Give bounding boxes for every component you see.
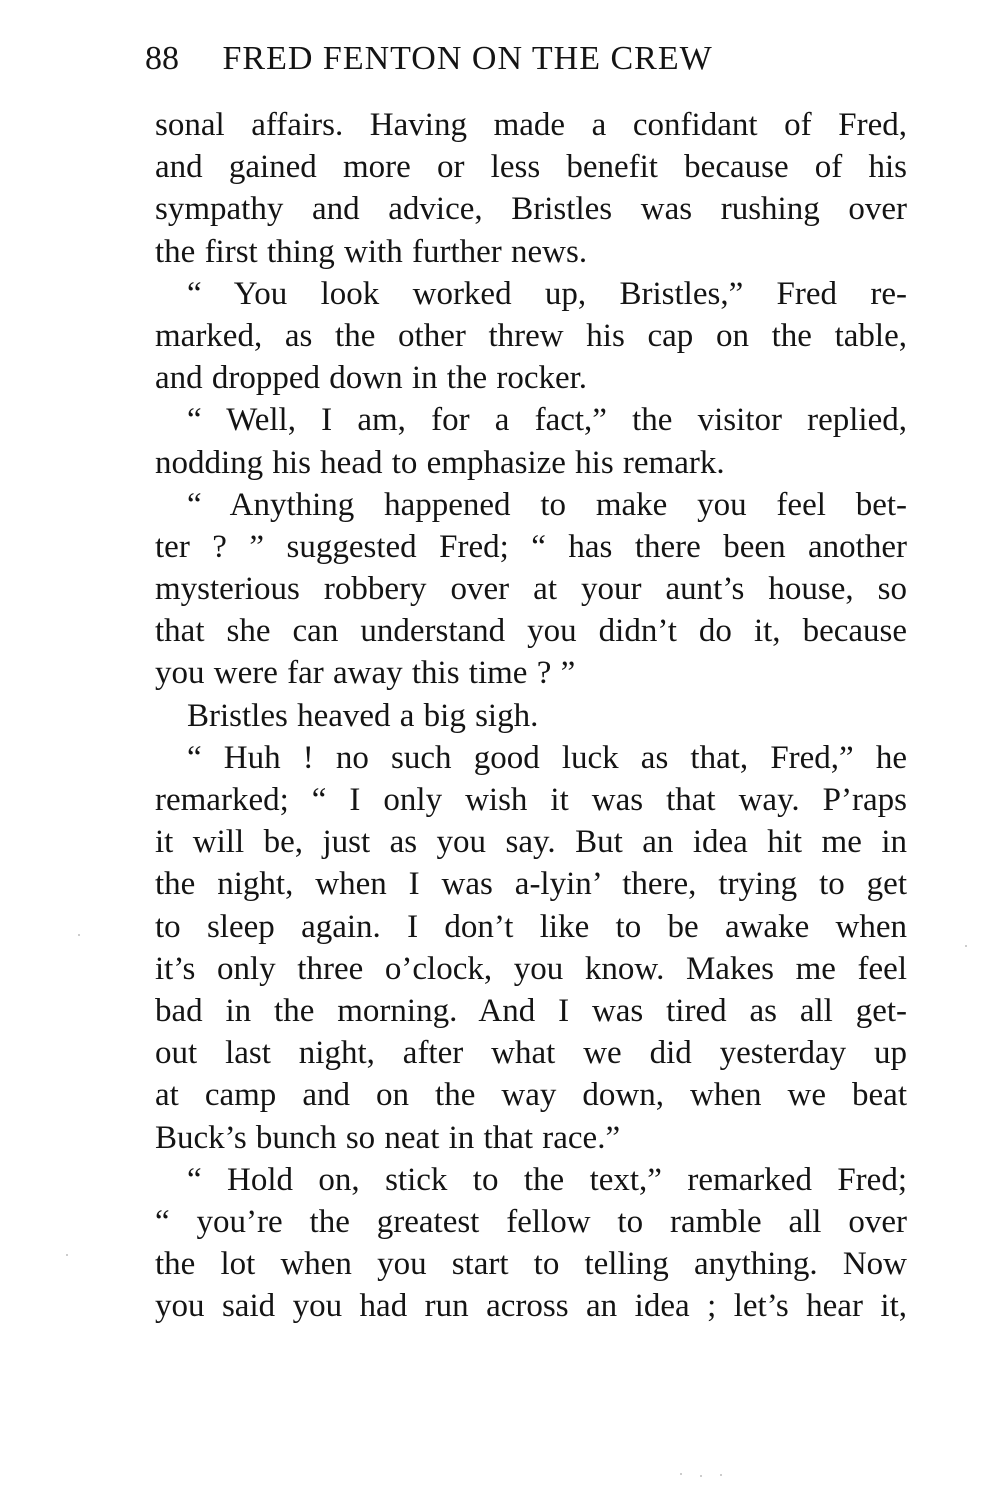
text-line: Buck’s bunch so neat in that race.”: [155, 1119, 621, 1156]
paper-speck: [680, 1473, 682, 1475]
text-line: and dropped down in the rocker.: [155, 360, 588, 397]
text-line: and gained more or less benefit because of his: [155, 149, 907, 186]
page-number: 88: [145, 40, 179, 77]
text-line: “ Anything happened to make you feel bet-: [187, 486, 907, 523]
paper-speck: [965, 945, 967, 947]
text-line: to sleep again. I don’t like to be awake when: [155, 908, 907, 945]
running-head: [145, 40, 845, 78]
text-line: ter ? ” suggested Fred; “ has there been another: [155, 528, 907, 565]
text-line: sonal affairs. Having made a confidant of Fred,: [155, 107, 907, 143]
text-line: “ Hold on, stick to the text,” remarked Fred;: [187, 1161, 907, 1198]
paper-speck: [720, 1474, 722, 1476]
text-line: at camp and on the way down, when we beat: [155, 1077, 907, 1114]
text-line: out last night, after what we did yesterday up: [155, 1035, 907, 1072]
running-title: FRED FENTON ON THE CREW: [222, 40, 713, 77]
text-line: it will be, just as you say. But an idea hit me in: [155, 824, 907, 861]
text-line: “ you’re the greatest fellow to ramble all over: [155, 1203, 907, 1240]
text-line: it’s only three o’clock, you know. Makes me feel: [155, 950, 907, 987]
text-line: you said you had run across an idea ; let’s hear it,: [155, 1288, 907, 1325]
text-line: Bristles heaved a big sigh.: [187, 697, 539, 734]
text-line: remarked; “ I only wish it was that way. P’raps: [155, 782, 907, 818]
text-line: that she can understand you didn’t do it, because: [155, 613, 907, 650]
paper-speck: [700, 1475, 702, 1477]
text-line: the first thing with further news.: [155, 233, 588, 270]
text-line: the lot when you start to telling anything. Now: [155, 1246, 907, 1283]
text-line: mysterious robbery over at your aunt’s house, so: [155, 571, 907, 608]
text-line: sympathy and advice, Bristles was rushing over: [155, 191, 907, 228]
text-line: “ Well, I am, for a fact,” the visitor replied,: [187, 402, 907, 439]
text-line: nodding his head to emphasize his remark.: [155, 444, 725, 481]
paper-speck: [78, 934, 80, 936]
text-line: the night, when I was a-lyin’ there, trying to get: [155, 866, 907, 903]
paper-speck: [66, 1254, 68, 1256]
text-line: “ You look worked up, Bristles,” Fred re-: [187, 275, 907, 312]
body-text: [155, 104, 907, 1327]
text-line: “ Huh ! no such good luck as that, Fred,” he: [187, 739, 907, 776]
text-line: marked, as the other threw his cap on the table,: [155, 317, 907, 354]
text-line: you were far away this time ? ”: [155, 655, 576, 692]
text-line: bad in the morning. And I was tired as all get-: [155, 992, 907, 1029]
